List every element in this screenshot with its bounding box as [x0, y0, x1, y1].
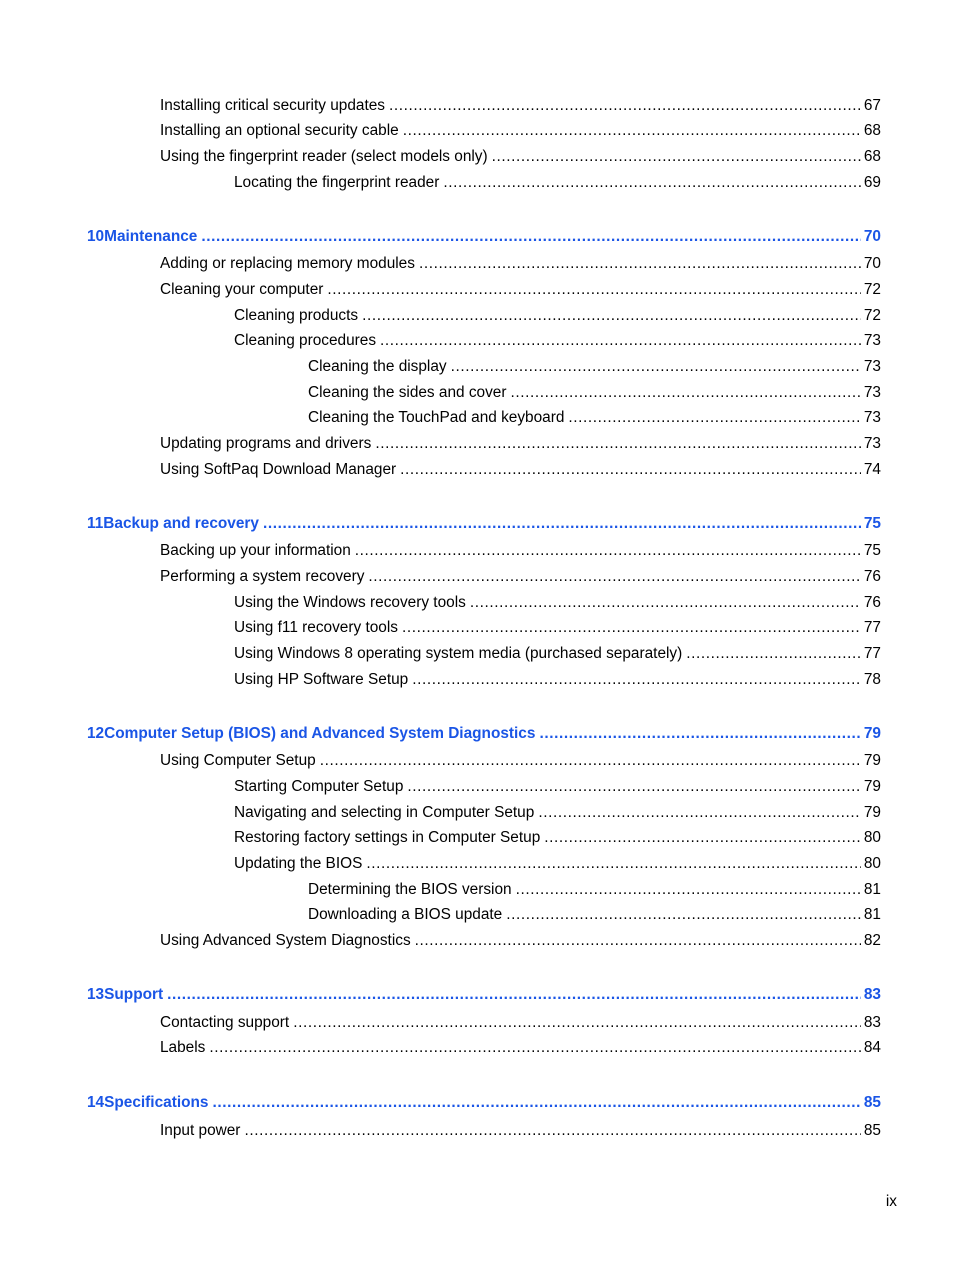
- entry-title: Using Advanced System Diagnostics: [160, 932, 411, 949]
- dot-leader: [389, 96, 861, 116]
- toc-entry[interactable]: [234, 306, 881, 326]
- entry-page-number: 74: [863, 461, 881, 478]
- dot-leader: [400, 460, 861, 480]
- entry-page-number: 70: [863, 255, 881, 272]
- entry-title: Labels: [160, 1039, 206, 1056]
- entry-title: Cleaning the TouchPad and keyboard: [308, 409, 565, 426]
- dot-leader: [538, 803, 861, 823]
- entry-page-number: 79: [863, 804, 881, 821]
- entry-title: Updating programs and drivers: [160, 435, 372, 452]
- dot-leader: [375, 434, 861, 454]
- toc-entry[interactable]: [160, 96, 881, 116]
- dot-leader: [212, 1093, 860, 1113]
- entry-title: Contacting support: [160, 1014, 290, 1031]
- entry-title: Adding or replacing memory modules: [160, 255, 415, 272]
- entry-title: Downloading a BIOS update: [308, 906, 503, 923]
- entry-title: Installing an optional security cable: [160, 122, 399, 139]
- dot-leader: [201, 227, 861, 247]
- entry-title: Computer Setup (BIOS) and Advanced System Diagnostics: [104, 725, 536, 742]
- dot-leader: [415, 931, 861, 951]
- entry-page-number: 70: [863, 228, 881, 245]
- toc-entry[interactable]: [234, 670, 881, 690]
- dot-leader: [263, 514, 861, 534]
- dot-leader: [403, 121, 861, 141]
- toc-entry[interactable]: [234, 644, 881, 664]
- chapter-number: 14: [87, 1094, 105, 1111]
- toc-entry[interactable]: [160, 121, 881, 141]
- dot-leader: [511, 383, 861, 403]
- entry-title: Cleaning procedures: [234, 332, 377, 349]
- entry-title: Using f11 recovery tools: [234, 619, 398, 636]
- entry-page-number: 79: [863, 778, 881, 795]
- dot-leader: [362, 306, 861, 326]
- entry-page-number: 85: [863, 1122, 881, 1139]
- toc-entry[interactable]: [160, 434, 881, 454]
- chapter-number: 12: [87, 725, 105, 742]
- toc-entry[interactable]: [160, 147, 881, 167]
- entry-page-number: 73: [863, 384, 881, 401]
- dot-leader: [492, 147, 861, 167]
- toc-entry[interactable]: [234, 331, 881, 351]
- entry-title: Backup and recovery: [103, 515, 259, 532]
- entry-page-number: 78: [863, 671, 881, 688]
- dot-leader: [368, 567, 860, 587]
- entry-page-number: 76: [863, 568, 881, 585]
- dot-leader: [443, 173, 861, 193]
- entry-page-number: 73: [863, 332, 881, 349]
- toc-chapter-entry[interactable]: [87, 985, 881, 1005]
- toc-entry[interactable]: [308, 383, 881, 403]
- toc-entry[interactable]: [160, 931, 881, 951]
- entry-title: Cleaning the sides and cover: [308, 384, 507, 401]
- toc-entry[interactable]: [308, 905, 881, 925]
- entry-title: Maintenance: [104, 228, 198, 245]
- entry-page-number: 80: [863, 829, 881, 846]
- entry-title: Using Windows 8 operating system media (purchased separately): [234, 645, 683, 662]
- entry-title: Cleaning the display: [308, 358, 447, 375]
- dot-leader: [568, 408, 860, 428]
- entry-title: Using SoftPaq Download Manager: [160, 461, 397, 478]
- dot-leader: [244, 1121, 860, 1141]
- entry-page-number: 83: [863, 986, 881, 1003]
- toc-entry[interactable]: [234, 803, 881, 823]
- toc-entry[interactable]: [234, 777, 881, 797]
- entry-page-number: 77: [863, 619, 881, 636]
- entry-page-number: 69: [863, 174, 881, 191]
- toc-entry[interactable]: [160, 254, 881, 274]
- dot-leader: [516, 880, 861, 900]
- toc-entry[interactable]: [234, 173, 881, 193]
- entry-page-number: 75: [863, 515, 881, 532]
- entry-title: Navigating and selecting in Computer Setup: [234, 804, 535, 821]
- entry-title: Using the fingerprint reader (select models only): [160, 148, 488, 165]
- entry-page-number: 67: [863, 97, 881, 114]
- dot-leader: [293, 1013, 861, 1033]
- dot-leader: [366, 854, 861, 874]
- entry-page-number: 84: [863, 1039, 881, 1056]
- toc-entry[interactable]: [160, 751, 881, 771]
- entry-title: Input power: [160, 1122, 241, 1139]
- entry-page-number: 73: [863, 358, 881, 375]
- entry-page-number: 77: [863, 645, 881, 662]
- dot-leader: [506, 905, 861, 925]
- toc-entry[interactable]: [160, 460, 881, 480]
- toc-entry[interactable]: [234, 593, 881, 613]
- toc-entry[interactable]: [308, 880, 881, 900]
- entry-title: Locating the fingerprint reader: [234, 174, 440, 191]
- entry-page-number: 82: [863, 932, 881, 949]
- dot-leader: [419, 254, 861, 274]
- entry-page-number: 80: [863, 855, 881, 872]
- chapter-number: 13: [87, 986, 105, 1003]
- toc-entry[interactable]: [160, 541, 881, 561]
- toc-chapter-entry[interactable]: [87, 514, 881, 534]
- dot-leader: [355, 541, 861, 561]
- entry-page-number: 73: [863, 435, 881, 452]
- toc-entry[interactable]: [160, 1121, 881, 1141]
- toc-chapter-entry[interactable]: [87, 227, 881, 247]
- dot-leader: [327, 280, 860, 300]
- entry-page-number: 68: [863, 122, 881, 139]
- entry-title: Cleaning your computer: [160, 281, 324, 298]
- entry-title: Installing critical security updates: [160, 97, 385, 114]
- entry-title: Using Computer Setup: [160, 752, 316, 769]
- toc-entry[interactable]: [234, 828, 881, 848]
- chapter-number: 11: [87, 515, 104, 532]
- entry-page-number: 72: [863, 307, 881, 324]
- dot-leader: [544, 828, 861, 848]
- entry-page-number: 72: [863, 281, 881, 298]
- entry-page-number: 85: [863, 1094, 881, 1111]
- toc-chapter-entry[interactable]: [87, 724, 881, 744]
- toc-chapter-entry[interactable]: [87, 1093, 881, 1113]
- entry-title: Updating the BIOS: [234, 855, 363, 872]
- entry-title: Performing a system recovery: [160, 568, 365, 585]
- toc-entry[interactable]: [234, 854, 881, 874]
- entry-page-number: 81: [863, 906, 881, 923]
- chapter-number: 10: [87, 228, 105, 245]
- dot-leader: [167, 985, 861, 1005]
- entry-title: Restoring factory settings in Computer Setup: [234, 829, 541, 846]
- entry-title: Starting Computer Setup: [234, 778, 404, 795]
- toc-entry[interactable]: [308, 357, 881, 377]
- toc-entry[interactable]: [234, 618, 881, 638]
- toc-entry[interactable]: [160, 280, 881, 300]
- dot-leader: [539, 724, 860, 744]
- entry-title: Determining the BIOS version: [308, 881, 512, 898]
- dot-leader: [412, 670, 861, 690]
- dot-leader: [320, 751, 861, 771]
- toc-entry[interactable]: [160, 1038, 881, 1058]
- entry-title: Using the Windows recovery tools: [234, 594, 466, 611]
- toc-entry[interactable]: [308, 408, 881, 428]
- entry-title: Support: [104, 986, 164, 1003]
- entry-title: Backing up your information: [160, 542, 351, 559]
- entry-page-number: 73: [863, 409, 881, 426]
- dot-leader: [470, 593, 861, 613]
- entry-title: Using HP Software Setup: [234, 671, 409, 688]
- dot-leader: [451, 357, 861, 377]
- dot-leader: [209, 1038, 861, 1058]
- entry-page-number: 79: [863, 725, 881, 742]
- entry-page-number: 68: [863, 148, 881, 165]
- entry-page-number: 79: [863, 752, 881, 769]
- dot-leader: [686, 644, 861, 664]
- page-number: ix: [885, 1193, 897, 1210]
- toc-entry[interactable]: [160, 1013, 881, 1033]
- entry-page-number: 75: [863, 542, 881, 559]
- dot-leader: [407, 777, 860, 797]
- dot-leader: [402, 618, 861, 638]
- entry-title: Specifications: [104, 1094, 209, 1111]
- entry-title: Cleaning products: [234, 307, 359, 324]
- entry-page-number: 83: [863, 1014, 881, 1031]
- dot-leader: [380, 331, 861, 351]
- entry-page-number: 81: [863, 881, 881, 898]
- toc-entry[interactable]: [160, 567, 881, 587]
- entry-page-number: 76: [863, 594, 881, 611]
